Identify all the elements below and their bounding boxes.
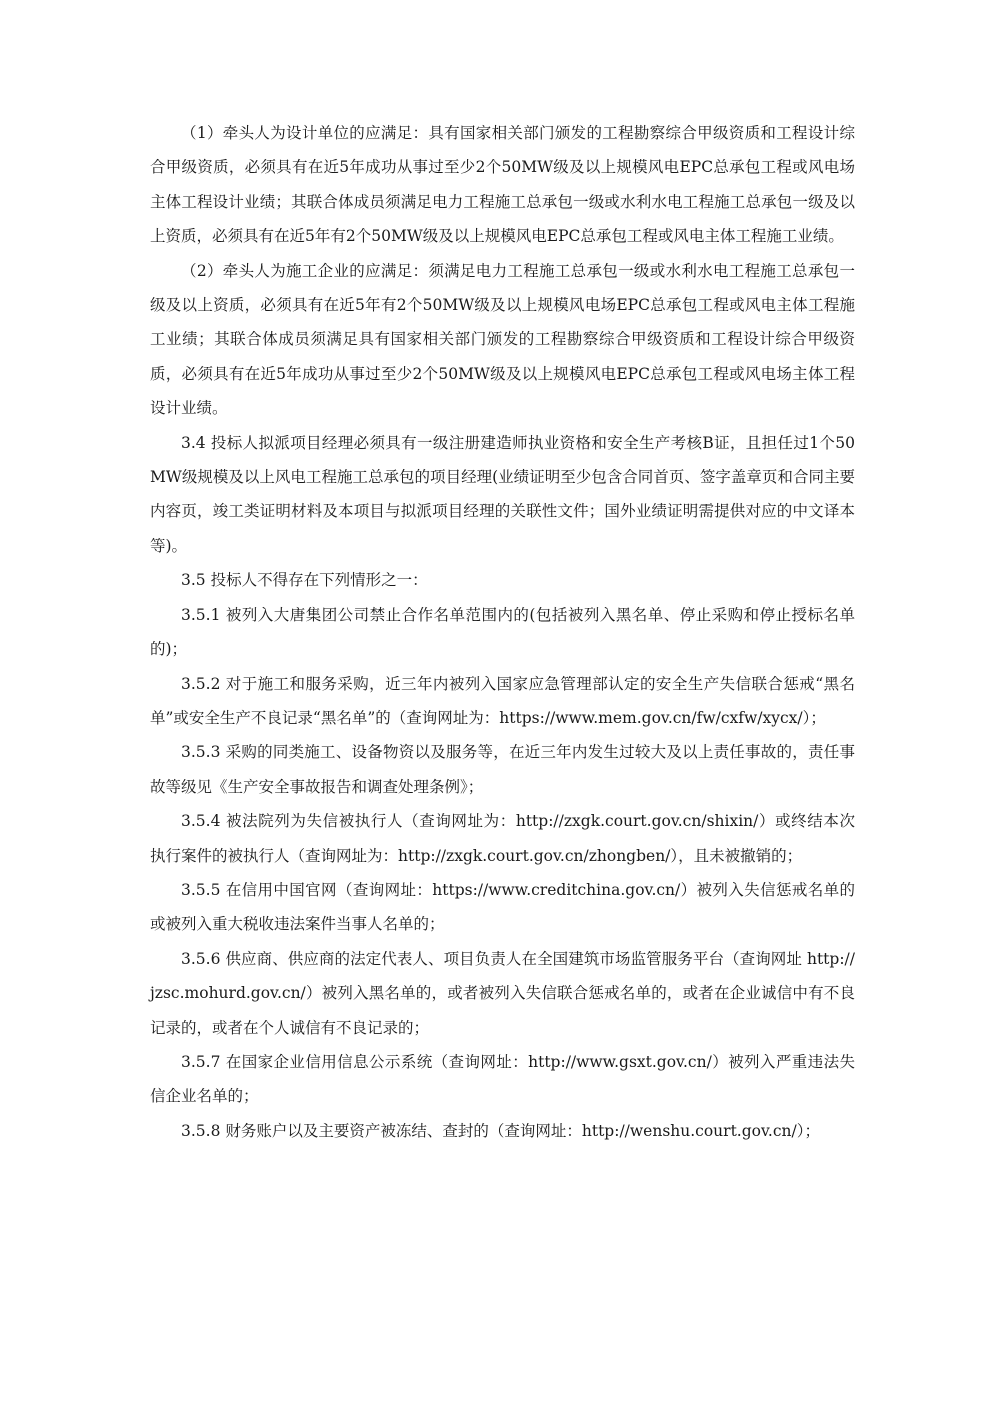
paragraph-3-5-6: 3.5.6 供应商、供应商的法定代表人、项目负责人在全国建筑市场监管服务平台（查询网址 http://jzsc.mohurd.gov.cn/）被列入黑名单的，或者被列入失信联合惩戒名单的，或者在企业诚信中有不良记录的，或者在个人诚信有不良记录的；	[150, 949, 855, 1037]
paragraph-lead-designer: （1）牵头人为设计单位的应满足：具有国家相关部门颁发的工程勘察综合甲级资质和工程设计综合甲级资质，必须具有在近5年成功从事过至少2个50MW级及以上规模风电EPC总承包工程或风电场主体工程设计业绩；其联合体成员须满足电力工程施工总承包一级或水利水电工程施工总承包一级及以上资质，必须具有在近5年有2个50MW级及以上规模风电EPC总承包工程或风电主体工程施工业绩。	[150, 124, 855, 246]
paragraph-3-4: 3.4 投标人拟派项目经理必须具有一级注册建造师执业资格和安全生产考核B证，且担任过1个50MW级规模及以上风电工程施工总承包的项目经理(业绩证明至少包含合同首页、签字盖章页和合同主要内容页，竣工类证明材料及本项目与拟派项目经理的关联性文件；国外业绩证明需提供对应的中文译本等)。	[150, 433, 855, 555]
paragraph-3-5-8: 3.5.8 财务账户以及主要资产被冻结、查封的（查询网址：http://wenshu.court.gov.cn/）；	[181, 1121, 820, 1140]
paragraph-3-5-4: 3.5.4 被法院列为失信被执行人（查询网址为：http://zxgk.court.gov.cn/shixin/）或终结本次执行案件的被执行人（查询网址为：http://zxgk.court.gov.cn/zhongben/），且未被撤销的；	[150, 812, 855, 865]
paragraph-3-5-1: 3.5.1 被列入大唐集团公司禁止合作名单范围内的(包括被列入黑名单、停止采购和停止授标名单的)；	[150, 605, 855, 659]
paragraph-3-5-3: 3.5.3 采购的同类施工、设备物资以及服务等，在近三年内发生过较大及以上责任事故的，责任事故等级见《生产安全事故报告和调查处理条例》；	[150, 743, 855, 796]
paragraph-3-5-5: 3.5.5 在信用中国官网（查询网址：https://www.creditchina.gov.cn/）被列入失信惩戒名单的或被列入重大税收违法案件当事人名单的；	[150, 880, 855, 934]
paragraph-lead-contractor: （2）牵头人为施工企业的应满足：须满足电力工程施工总承包一级或水利水电工程施工总承包一级及以上资质，必须具有在近5年有2个50MW级及以上规模风电场EPC总承包工程或风电主体工程施工业绩；其联合体成员须满足具有国家相关部门颁发的工程勘察综合甲级资质和工程设计综合甲级资质，必须具有在近5年成功从事过至少2个50MW级及以上规模风电EPC总承包工程或风电场主体工程设计业绩。	[150, 261, 855, 418]
paragraph-3-5-7: 3.5.7 在国家企业信用信息公示系统（查询网址：http://www.gsxt.gov.cn/）被列入严重违法失信企业名单的；	[150, 1052, 855, 1106]
paragraph-3-5-2: 3.5.2 对于施工和服务采购，近三年内被列入国家应急管理部认定的安全生产失信联合惩戒“黑名单”或安全生产不良记录“黑名单”的（查询网址为：https://www.mem.gov.cn/fw/cxfw/xycx/）；	[150, 674, 855, 727]
paragraph-3-5: 3.5 投标人不得存在下列情形之一：	[181, 571, 428, 590]
document-body	[150, 116, 855, 1148]
